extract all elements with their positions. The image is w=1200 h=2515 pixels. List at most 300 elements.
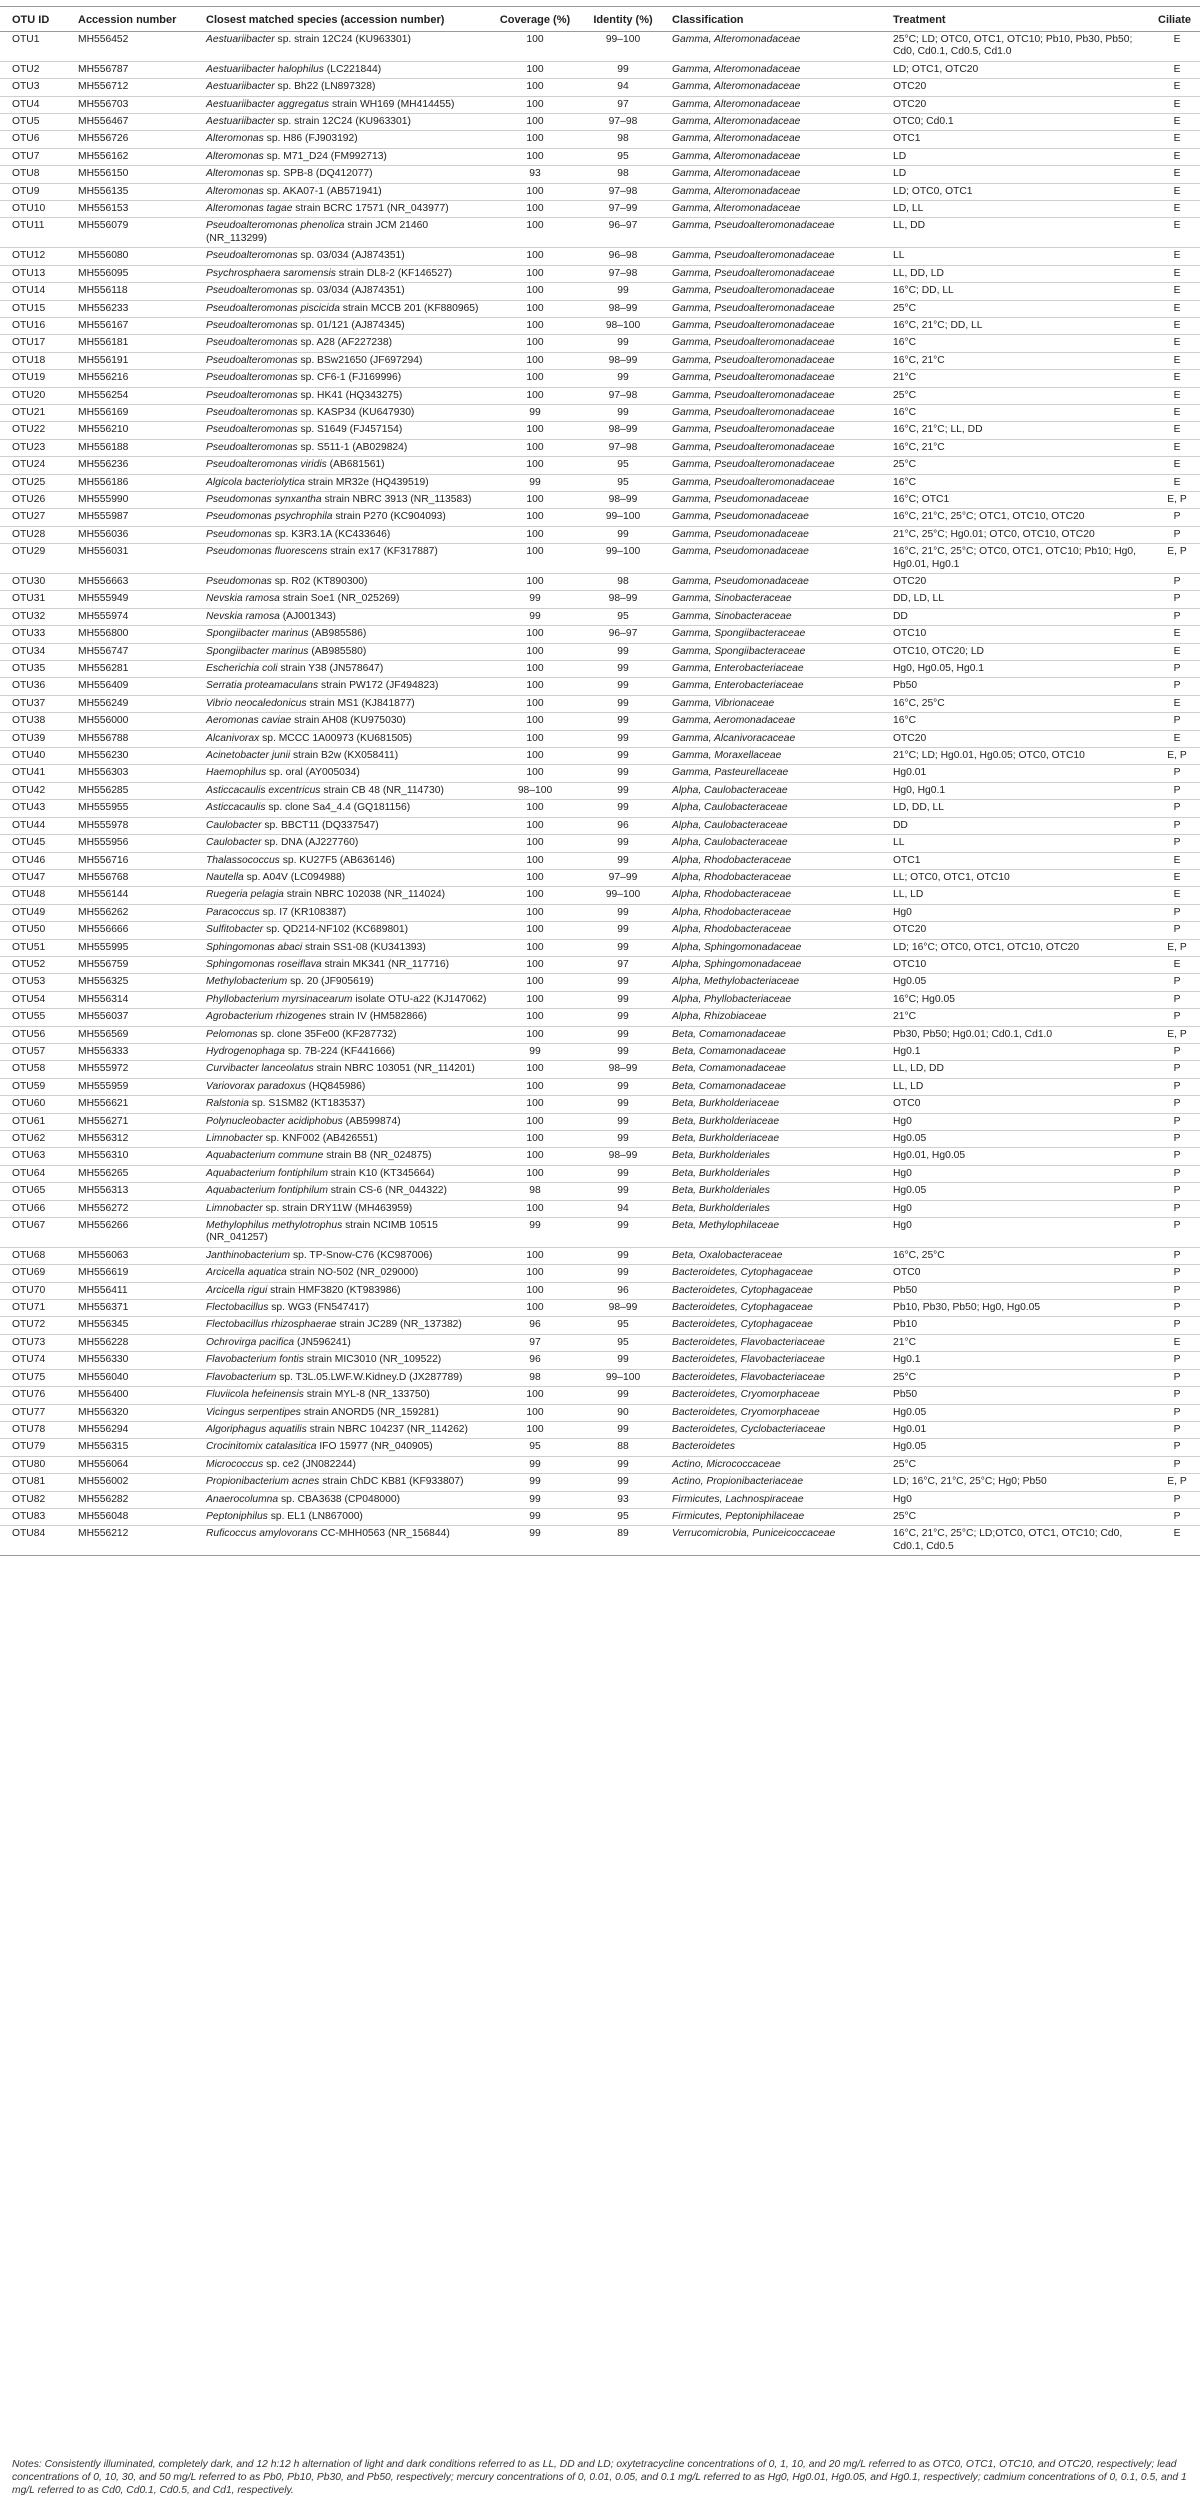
species-cell <box>202 1456 492 1473</box>
coverage-cell: 100 <box>492 643 578 660</box>
identity-cell: 95 <box>578 148 668 165</box>
otu-id-cell: OTU14 <box>0 283 74 300</box>
coverage-cell: 93 <box>492 166 578 183</box>
species-cell <box>202 491 492 508</box>
species-detail: sp. clone Sa4_4.4 (GQ181156) <box>265 802 411 814</box>
species-name: Micrococcus <box>206 1458 264 1470</box>
species-detail: sp. AKA07-1 (AB571941) <box>263 185 382 197</box>
table-row <box>0 509 1200 526</box>
identity-cell: 95 <box>578 1334 668 1351</box>
otu-id-cell: OTU31 <box>0 591 74 608</box>
otu-id-cell: OTU25 <box>0 474 74 491</box>
coverage-cell: 97 <box>492 1334 578 1351</box>
species-cell <box>202 300 492 317</box>
ciliate-cell: P <box>1154 1009 1200 1026</box>
species-detail: strain JCM 21460 (NR_113299) <box>206 220 429 244</box>
coverage-cell: 100 <box>492 869 578 886</box>
ciliate-cell: P <box>1154 1456 1200 1473</box>
identity-cell: 95 <box>578 474 668 491</box>
coverage-cell: 100 <box>492 887 578 904</box>
coverage-cell: 100 <box>492 678 578 695</box>
identity-cell: 99 <box>578 1043 668 1060</box>
header-otu-id: OTU ID <box>0 7 74 32</box>
coverage-cell: 99 <box>492 1508 578 1525</box>
coverage-cell: 100 <box>492 626 578 643</box>
classification-cell: Beta, Burkholderiaceae <box>668 1113 889 1130</box>
species-cell <box>202 422 492 439</box>
identity-cell: 99 <box>578 748 668 765</box>
species-cell <box>202 869 492 886</box>
accession-cell: MH555956 <box>74 835 202 852</box>
identity-cell: 98 <box>578 166 668 183</box>
coverage-cell: 100 <box>492 730 578 747</box>
table-row <box>0 782 1200 799</box>
identity-cell: 98–99 <box>578 422 668 439</box>
species-name: Alcanivorax <box>206 732 260 744</box>
coverage-cell: 99 <box>492 474 578 491</box>
otu-id-cell: OTU5 <box>0 114 74 131</box>
identity-cell: 95 <box>578 608 668 625</box>
classification-cell: Alpha, Sphingomonadaceae <box>668 939 889 956</box>
identity-cell: 99 <box>578 1165 668 1182</box>
coverage-cell: 100 <box>492 457 578 474</box>
coverage-cell: 100 <box>492 283 578 300</box>
treatment-cell: Pb10, Pb30, Pb50; Hg0, Hg0.05 <box>889 1300 1154 1317</box>
ciliate-cell: P <box>1154 1113 1200 1130</box>
ciliate-cell: E <box>1154 626 1200 643</box>
classification-cell: Alpha, Caulobacteraceae <box>668 782 889 799</box>
ciliate-cell: P <box>1154 1387 1200 1404</box>
ciliate-cell: P <box>1154 1043 1200 1060</box>
treatment-cell: OTC20 <box>889 730 1154 747</box>
species-name: Asticcacaulis excentricus <box>206 784 321 796</box>
table-row <box>0 1200 1200 1217</box>
species-detail: (AB985586) <box>308 628 367 640</box>
species-name: Alteromonas <box>206 168 264 180</box>
classification-cell: Verrucomicrobia, Puniceicoccaceae <box>668 1526 889 1556</box>
accession-cell: MH556411 <box>74 1282 202 1299</box>
coverage-cell: 99 <box>492 1456 578 1473</box>
classification-cell: Gamma, Spongiibacteraceae <box>668 643 889 660</box>
ciliate-cell: E <box>1154 166 1200 183</box>
accession-cell: MH556063 <box>74 1247 202 1264</box>
ciliate-cell: P <box>1154 526 1200 543</box>
species-cell <box>202 608 492 625</box>
species-detail: strain MYL-8 (NR_133750) <box>303 1389 430 1401</box>
table-row <box>0 300 1200 317</box>
treatment-cell: DD <box>889 608 1154 625</box>
species-name: Aquabacterium fontiphilum <box>206 1167 328 1179</box>
treatment-cell: LL, LD <box>889 887 1154 904</box>
species-name: Methylophilus methylotrophus <box>206 1220 343 1232</box>
classification-cell: Alpha, Rhodobacteraceae <box>668 922 889 939</box>
coverage-cell: 99 <box>492 1526 578 1556</box>
otu-id-cell: OTU30 <box>0 574 74 591</box>
identity-cell: 99–100 <box>578 544 668 574</box>
species-name: Pseudoalteromonas <box>206 424 298 436</box>
coverage-cell: 95 <box>492 1439 578 1456</box>
accession-cell: MH556191 <box>74 352 202 369</box>
table-row <box>0 904 1200 921</box>
classification-cell: Gamma, Pseudomonadaceae <box>668 491 889 508</box>
species-name: Alteromonas <box>206 133 264 145</box>
ciliate-cell: E <box>1154 956 1200 973</box>
accession-cell: MH556726 <box>74 131 202 148</box>
species-detail: (AB985580) <box>308 645 367 657</box>
classification-cell: Beta, Burkholderiales <box>668 1165 889 1182</box>
species-name: Aestuariibacter <box>206 81 275 93</box>
table-row <box>0 1247 1200 1264</box>
ciliate-cell: P <box>1154 661 1200 678</box>
classification-cell: Bacteroidetes, Cytophagaceae <box>668 1282 889 1299</box>
otu-id-cell: OTU9 <box>0 183 74 200</box>
classification-cell: Bacteroidetes <box>668 1439 889 1456</box>
treatment-cell: 16°C <box>889 404 1154 421</box>
table-notes: Notes: Consistently illuminated, completely dark, and 12 h:12 h alternation of light and dark conditions referred to as LL, DD and LD; oxytetracycline concentrations of 0, 1, 10, and 20 mg/L referred to as OTC0, OTC1, OTC10, and OTC20, respectively; lead concentrations of 0, 10, 30, and 50 mg/L referred to as Pb0, Pb10, Pb30, and Pb50, respectively; mercury concentrations of 0, 0.01, 0.05, and 0.1 mg/L referred to as Hg0, Hg0.01, Hg0.05, and Hg0.1, respectively; cadmium concentrations of 0, 0.1, 0.5, and 1 mg/L referred to as Cd0, Cd0.1, Cd0.5, and Cd1, respectively. <box>12 2459 1187 2496</box>
accession-cell: MH555972 <box>74 1061 202 1078</box>
treatment-cell: LD, LL <box>889 201 1154 218</box>
species-detail: sp. A04V (LC094988) <box>243 871 346 883</box>
table-row <box>0 939 1200 956</box>
treatment-cell: Hg0.05 <box>889 1131 1154 1148</box>
accession-cell: MH555974 <box>74 608 202 625</box>
accession-cell: MH556285 <box>74 782 202 799</box>
treatment-cell: 16°C, 25°C <box>889 1247 1154 1264</box>
ciliate-cell: E <box>1154 695 1200 712</box>
ciliate-cell: P <box>1154 1300 1200 1317</box>
species-name: Caulobacter <box>206 819 262 831</box>
species-cell <box>202 1526 492 1556</box>
species-detail: sp. QD214-NF102 (KC689801) <box>263 924 409 936</box>
otu-id-cell: OTU54 <box>0 991 74 1008</box>
identity-cell: 89 <box>578 1526 668 1556</box>
species-name: Pseudoalteromonas <box>206 406 298 418</box>
species-name: Polynucleobacter acidiphobus <box>206 1115 343 1127</box>
identity-cell: 99 <box>578 1456 668 1473</box>
coverage-cell: 100 <box>492 904 578 921</box>
ciliate-cell: E <box>1154 265 1200 282</box>
species-name: Aestuariibacter <box>206 34 275 45</box>
treatment-cell: DD <box>889 817 1154 834</box>
accession-cell: MH556150 <box>74 166 202 183</box>
ciliate-cell: E <box>1154 730 1200 747</box>
species-cell <box>202 439 492 456</box>
otu-id-cell: OTU40 <box>0 748 74 765</box>
ciliate-cell: P <box>1154 991 1200 1008</box>
species-cell <box>202 956 492 973</box>
ciliate-cell: E <box>1154 32 1200 62</box>
species-cell <box>202 1404 492 1421</box>
otu-id-cell: OTU66 <box>0 1200 74 1217</box>
classification-cell: Bacteroidetes, Cyclobacteriaceae <box>668 1421 889 1438</box>
otu-id-cell: OTU78 <box>0 1421 74 1438</box>
ciliate-cell: P <box>1154 765 1200 782</box>
classification-cell: Bacteroidetes, Cytophagaceae <box>668 1300 889 1317</box>
ciliate-cell: E <box>1154 887 1200 904</box>
identity-cell: 90 <box>578 1404 668 1421</box>
species-name: Thalassococcus <box>206 854 280 866</box>
coverage-cell: 100 <box>492 148 578 165</box>
species-detail: sp. S1SM82 (KT183537) <box>248 1098 366 1110</box>
ciliate-cell: E <box>1154 96 1200 113</box>
coverage-cell: 100 <box>492 574 578 591</box>
species-cell <box>202 887 492 904</box>
table-row <box>0 869 1200 886</box>
table-row <box>0 474 1200 491</box>
identity-cell: 99 <box>578 1078 668 1095</box>
classification-cell: Beta, Methylophilaceae <box>668 1218 889 1248</box>
species-detail: strain CB 48 (NR_114730) <box>320 784 444 796</box>
identity-cell: 99 <box>578 661 668 678</box>
classification-cell: Beta, Oxalobacteraceae <box>668 1247 889 1264</box>
table-row <box>0 817 1200 834</box>
coverage-cell: 100 <box>492 1282 578 1299</box>
treatment-cell: 16°C, 21°C, 25°C; OTC0, OTC1, OTC10; Pb10; Hg0, Hg0.01, Hg0.1 <box>889 544 1154 574</box>
species-detail: sp. clone 35Fe00 (KF287732) <box>257 1028 397 1040</box>
species-cell <box>202 765 492 782</box>
treatment-cell: Hg0, Hg0.05, Hg0.1 <box>889 661 1154 678</box>
classification-cell: Beta, Burkholderiaceae <box>668 1131 889 1148</box>
species-detail: strain B8 (NR_024875) <box>323 1150 432 1162</box>
ciliate-cell: P <box>1154 509 1200 526</box>
otu-id-cell: OTU75 <box>0 1369 74 1386</box>
species-name: Algicola bacteriolytica <box>206 476 306 488</box>
species-name: Nevskia ramosa <box>206 610 280 622</box>
species-name: Ruficoccus amylovorans <box>206 1528 318 1540</box>
table-row <box>0 335 1200 352</box>
classification-cell: Bacteroidetes, Cytophagaceae <box>668 1265 889 1282</box>
species-cell <box>202 1247 492 1264</box>
species-detail: sp. CBA3638 (CP048000) <box>278 1493 401 1505</box>
species-cell <box>202 1200 492 1217</box>
species-detail: sp. BSw21650 (JF697294) <box>297 354 423 366</box>
otu-id-cell: OTU19 <box>0 370 74 387</box>
species-detail: sp. KU27F5 (AB636146) <box>279 854 395 866</box>
otu-id-cell: OTU65 <box>0 1183 74 1200</box>
treatment-cell: LD; OTC0, OTC1 <box>889 183 1154 200</box>
otu-id-cell: OTU7 <box>0 148 74 165</box>
ciliate-cell: E <box>1154 248 1200 265</box>
species-cell <box>202 1078 492 1095</box>
table-row <box>0 422 1200 439</box>
classification-cell: Beta, Comamonadaceae <box>668 1043 889 1060</box>
species-cell <box>202 509 492 526</box>
species-cell <box>202 166 492 183</box>
species-detail: (AB681561) <box>326 459 385 471</box>
table-row <box>0 1439 1200 1456</box>
species-cell <box>202 1352 492 1369</box>
accession-cell: MH556266 <box>74 1218 202 1248</box>
species-name: Pseudoalteromonas <box>206 319 298 331</box>
species-name: Algoriphagus aquatilis <box>206 1423 307 1435</box>
coverage-cell: 100 <box>492 370 578 387</box>
table-row <box>0 1078 1200 1095</box>
species-detail: sp. H86 (FJ903192) <box>263 133 358 145</box>
coverage-cell: 100 <box>492 1387 578 1404</box>
otu-id-cell: OTU56 <box>0 1026 74 1043</box>
table-row <box>0 1009 1200 1026</box>
species-cell <box>202 474 492 491</box>
classification-cell: Gamma, Pseudoalteromonadaceae <box>668 248 889 265</box>
species-detail: strain JC289 (NR_137382) <box>336 1319 462 1331</box>
species-detail: sp. BBCT11 (DQ337547) <box>261 819 379 831</box>
table-row <box>0 1491 1200 1508</box>
species-cell <box>202 265 492 282</box>
ciliate-cell: E <box>1154 79 1200 96</box>
accession-cell: MH556303 <box>74 765 202 782</box>
species-cell <box>202 1369 492 1386</box>
accession-cell: MH556333 <box>74 1043 202 1060</box>
table-row <box>0 626 1200 643</box>
treatment-cell: 21°C <box>889 1334 1154 1351</box>
identity-cell: 99 <box>578 404 668 421</box>
otu-id-cell: OTU21 <box>0 404 74 421</box>
species-name: Pseudomonas psychrophila <box>206 511 333 523</box>
classification-cell: Gamma, Pseudoalteromonadaceae <box>668 370 889 387</box>
species-detail: sp. A28 (AF227238) <box>297 337 393 349</box>
species-cell <box>202 352 492 369</box>
classification-cell: Alpha, Caulobacteraceae <box>668 817 889 834</box>
ciliate-cell: E <box>1154 869 1200 886</box>
treatment-cell: LL <box>889 835 1154 852</box>
otu-id-cell: OTU76 <box>0 1387 74 1404</box>
treatment-cell: Hg0.05 <box>889 974 1154 991</box>
species-name: Asticcacaulis <box>206 802 266 814</box>
species-cell <box>202 96 492 113</box>
otu-id-cell: OTU17 <box>0 335 74 352</box>
ciliate-cell: P <box>1154 1061 1200 1078</box>
classification-cell: Gamma, Alteromonadaceae <box>668 79 889 96</box>
identity-cell: 98–100 <box>578 317 668 334</box>
species-detail: CC-MHH0563 (NR_156844) <box>317 1528 450 1540</box>
species-name: Aquabacterium fontiphilum <box>206 1185 328 1197</box>
treatment-cell: 16°C <box>889 335 1154 352</box>
otu-id-cell: OTU53 <box>0 974 74 991</box>
ciliate-cell: P <box>1154 574 1200 591</box>
otu-id-cell: OTU44 <box>0 817 74 834</box>
otu-id-cell: OTU12 <box>0 248 74 265</box>
otu-id-cell: OTU38 <box>0 713 74 730</box>
ciliate-cell: E <box>1154 183 1200 200</box>
table-row <box>0 1300 1200 1317</box>
coverage-cell: 100 <box>492 1061 578 1078</box>
otu-id-cell: OTU3 <box>0 79 74 96</box>
coverage-cell: 100 <box>492 1265 578 1282</box>
species-detail: sp. 03/034 (AJ874351) <box>297 250 405 262</box>
species-name: Fluviicola hefeinensis <box>206 1389 304 1401</box>
species-name: Alteromonas <box>206 185 264 197</box>
ciliate-cell: P <box>1154 922 1200 939</box>
treatment-cell: OTC0 <box>889 1096 1154 1113</box>
treatment-cell: Hg0.05 <box>889 1439 1154 1456</box>
species-detail: sp. S511-1 (AB029824) <box>297 441 408 453</box>
ciliate-cell: E <box>1154 474 1200 491</box>
species-cell <box>202 148 492 165</box>
identity-cell: 99 <box>578 1352 668 1369</box>
accession-cell: MH556325 <box>74 974 202 991</box>
species-cell <box>202 643 492 660</box>
treatment-cell: 25°C <box>889 457 1154 474</box>
accession-cell: MH556169 <box>74 404 202 421</box>
table-row <box>0 1265 1200 1282</box>
accession-cell: MH555955 <box>74 800 202 817</box>
otu-id-cell: OTU71 <box>0 1300 74 1317</box>
ciliate-cell: E <box>1154 300 1200 317</box>
ciliate-cell: P <box>1154 782 1200 799</box>
table-row <box>0 1456 1200 1473</box>
ciliate-cell: E <box>1154 218 1200 248</box>
accession-cell: MH556315 <box>74 1439 202 1456</box>
species-name: Acinetobacter junii <box>206 750 291 762</box>
identity-cell: 98–99 <box>578 1148 668 1165</box>
classification-cell: Alpha, Caulobacteraceae <box>668 800 889 817</box>
species-cell <box>202 835 492 852</box>
species-detail: sp. EL1 (LN867000) <box>267 1510 363 1522</box>
species-cell <box>202 544 492 574</box>
otu-id-cell: OTU46 <box>0 852 74 869</box>
identity-cell: 95 <box>578 1508 668 1525</box>
otu-id-cell: OTU74 <box>0 1352 74 1369</box>
coverage-cell: 100 <box>492 509 578 526</box>
identity-cell: 98–99 <box>578 352 668 369</box>
treatment-cell: LD <box>889 166 1154 183</box>
table-row <box>0 1387 1200 1404</box>
accession-cell: MH556228 <box>74 1334 202 1351</box>
species-name: Nautella <box>206 871 244 883</box>
species-cell <box>202 1317 492 1334</box>
species-cell <box>202 1096 492 1113</box>
ciliate-cell: E, P <box>1154 544 1200 574</box>
species-cell <box>202 1282 492 1299</box>
otu-id-cell: OTU62 <box>0 1131 74 1148</box>
header-coverage: Coverage (%) <box>492 7 578 32</box>
coverage-cell: 100 <box>492 817 578 834</box>
accession-cell: MH556144 <box>74 887 202 904</box>
species-cell <box>202 1043 492 1060</box>
species-detail: strain NBRC 104237 (NR_114262) <box>306 1423 468 1435</box>
ciliate-cell: E <box>1154 457 1200 474</box>
table-row <box>0 248 1200 265</box>
otu-id-cell: OTU26 <box>0 491 74 508</box>
species-detail: sp. strain 12C24 (KU963301) <box>274 116 411 128</box>
accession-cell: MH556031 <box>74 544 202 574</box>
species-name: Serratia proteamaculans <box>206 680 319 692</box>
species-detail: strain K10 (KT345664) <box>327 1167 435 1179</box>
species-detail: sp. CF6-1 (FJ169996) <box>297 372 402 384</box>
accession-cell: MH556135 <box>74 183 202 200</box>
classification-cell: Gamma, Pseudoalteromonadaceae <box>668 335 889 352</box>
accession-cell: MH556621 <box>74 1096 202 1113</box>
coverage-cell: 98–100 <box>492 782 578 799</box>
coverage-cell: 100 <box>492 1131 578 1148</box>
treatment-cell: 16°C, 21°C, 25°C; OTC1, OTC10, OTC20 <box>889 509 1154 526</box>
table-row <box>0 574 1200 591</box>
coverage-cell: 100 <box>492 248 578 265</box>
accession-cell: MH556712 <box>74 79 202 96</box>
species-cell <box>202 591 492 608</box>
species-name: Pseudoalteromonas <box>206 372 298 384</box>
header-treatment: Treatment <box>889 7 1154 32</box>
table-row <box>0 661 1200 678</box>
species-name: Aeromonas caviae <box>206 715 292 727</box>
species-name: Pseudomonas <box>206 528 272 540</box>
ciliate-cell: P <box>1154 817 1200 834</box>
species-name: Pseudoalteromonas phenolica <box>206 220 345 232</box>
treatment-cell: Hg0.1 <box>889 1043 1154 1060</box>
classification-cell: Gamma, Vibrionaceae <box>668 695 889 712</box>
species-detail: strain IV (HM582866) <box>326 1011 427 1023</box>
table-row <box>0 1043 1200 1060</box>
